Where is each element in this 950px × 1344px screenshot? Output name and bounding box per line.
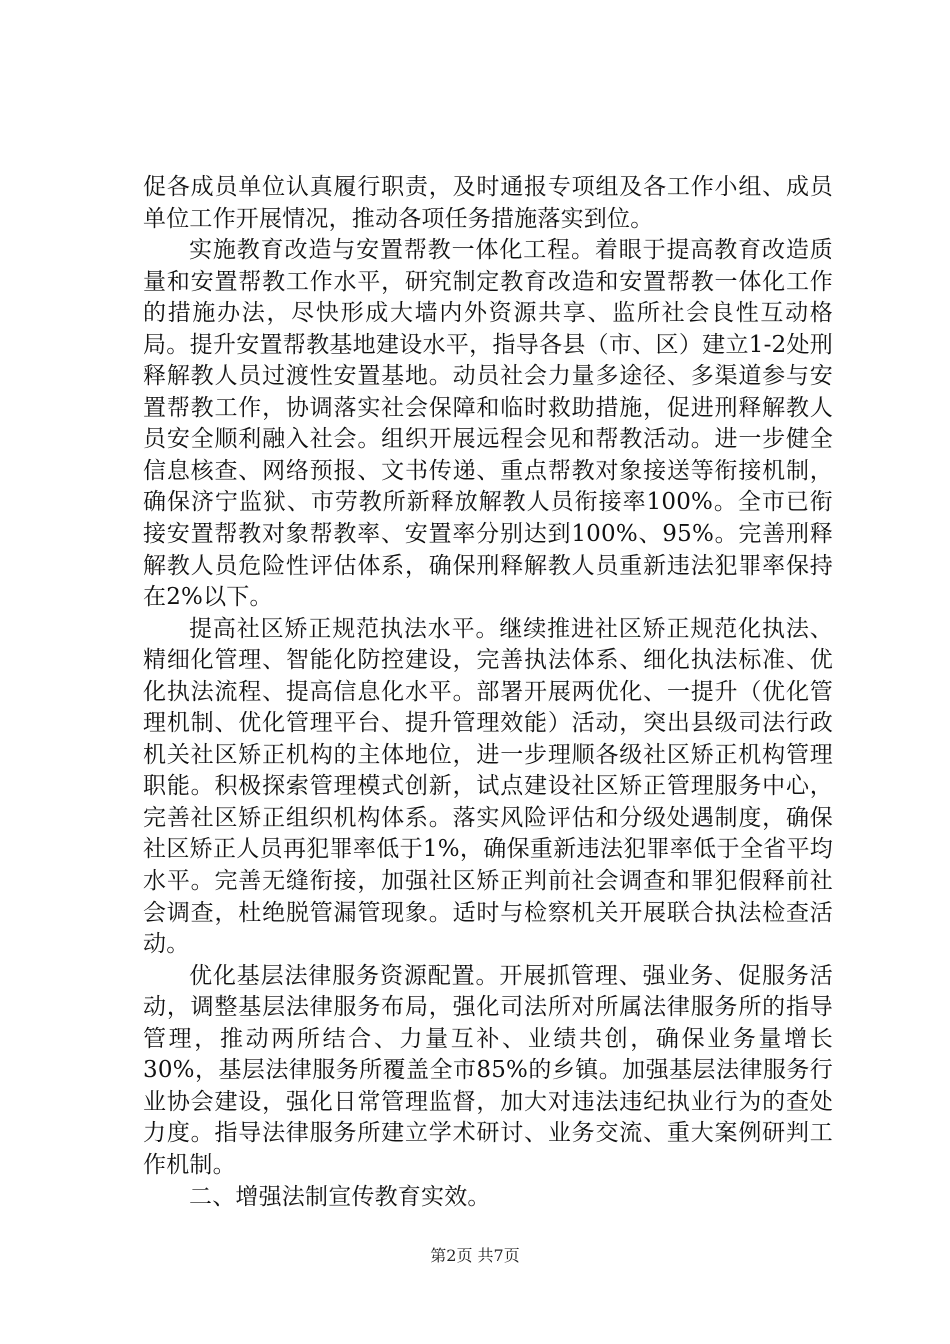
paragraph-community-correction: 提高社区矫正规范执法水平。继续推进社区矫正规范化执法、精细化管理、智能化防控建设，完善执法体系、细化执法标准、优化执法流程、提高信息化水平。部署开展两优化、一提升（优化管理机制、优化管理平台、提升管理效能）活动，突出县级司法行政机关社区矫正机构的主体地位，进一步理顺各级社区矫正机构管理职能。积极探索管理模式创新，试点建设社区矫正管理服务中心，完善社区矫正组织机构体系。落实风险评估和分级处遇制度，确保社区矫正人员再犯罪率低于1%，确保重新违法犯罪率低于全省平均水平。完善无缝衔接，加强社区矫正判前社会调查和罪犯假释前社会调查，杜绝脱管漏管现象。适时与检察机关开展联合执法检查活动。 (143, 615, 833, 958)
document-body (143, 172, 833, 1213)
paragraph-education-reform: 实施教育改造与安置帮教一体化工程。着眼于提高教育改造质量和安置帮教工作水平，研究制定教育改造和安置帮教一体化工作的措施办法，尽快形成大墙内外资源共享、监所社会良性互动格局。提升安置帮教基地建设水平，指导各县（市、区）建立1-2处刑释解教人员过渡性安置基地。动员社会力量多途径、多渠道参与安置帮教工作，协调落实社会保障和临时救助措施，促进刑释解教人员安全顺利融入社会。组织开展远程会见和帮教活动。进一步健全信息核查、网络预报、文书传递、重点帮教对象接送等衔接机制，确保济宁监狱、市劳教所新释放解教人员衔接率100%。全市已衔接安置帮教对象帮教率、安置率分别达到100%、95%。完善刑释解教人员危险性评估体系，确保刑释解教人员重新违法犯罪率保持在2%以下。 (143, 237, 833, 611)
section-heading: 二、增强法制宣传教育实效。 (189, 1183, 491, 1210)
paragraph-continuation: 促各成员单位认真履行职责，及时通报专项组及各工作小组、成员单位工作开展情况，推动各项任务措施落实到位。 (143, 174, 833, 232)
paragraph-legal-services: 优化基层法律服务资源配置。开展抓管理、强业务、促服务活动，调整基层法律服务布局，强化司法所对所属法律服务所的指导管理，推动两所结合、力量互补、业绩共创，确保业务量增长30%，基层法律服务所覆盖全市85%的乡镇。加强基层法律服务行业协会建设，强化日常管理监督，加大对违法违纪执业行为的查处力度。指导法律服务所建立学术研讨、业务交流、重大案例研判工作机制。 (143, 962, 833, 1178)
page-number-footer: 第2页 共7页 (430, 1246, 520, 1265)
